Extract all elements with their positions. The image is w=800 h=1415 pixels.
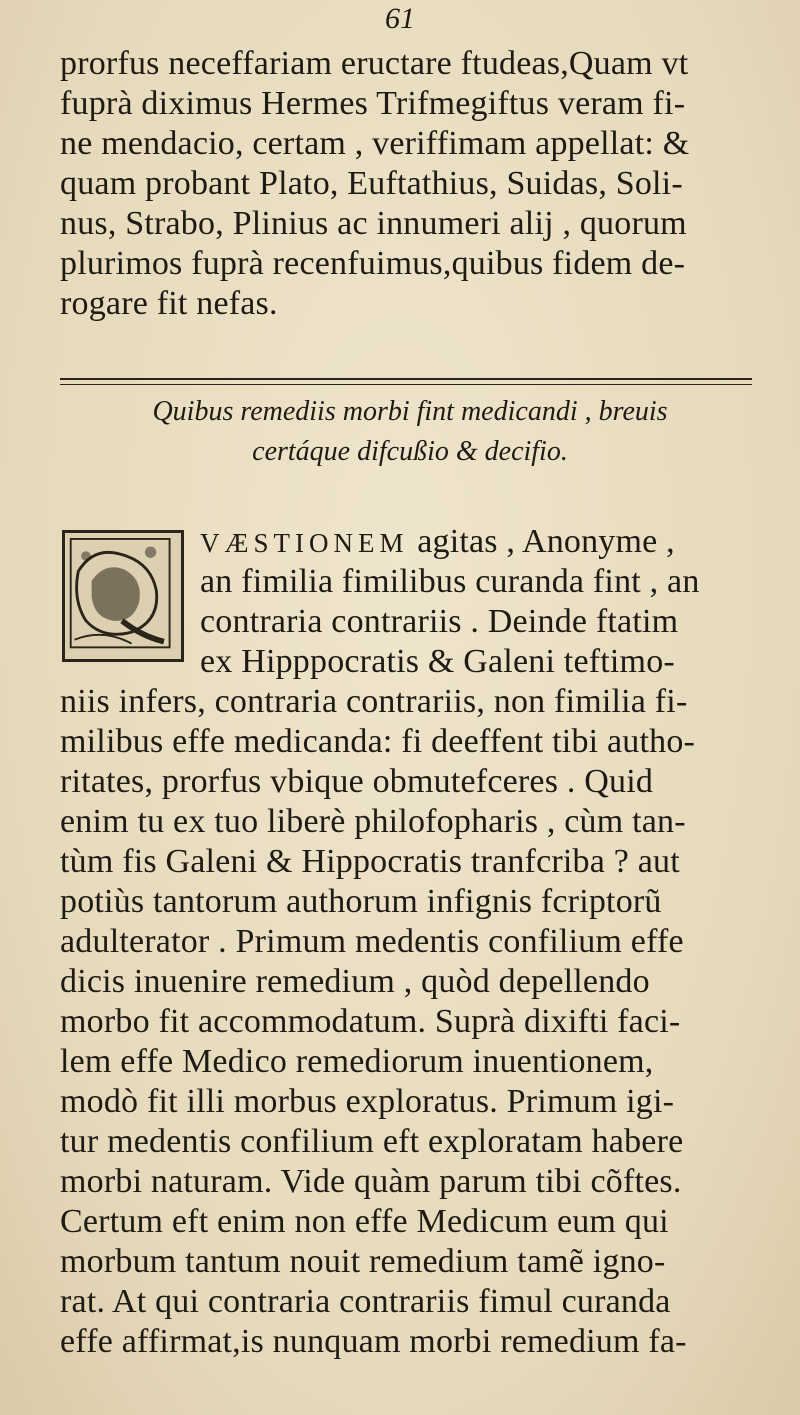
text-line: tùm fis Galeni & Hippocratis tranfcriba ? aut [60,843,680,880]
first-word: VÆSTIONEM [200,528,409,558]
text-line: adulterator . Primum medentis confilium effe [60,923,684,960]
first-line-rest: agitas , Anonyme , [408,523,675,560]
heading-line: Quibus remediis morbi fint medicandi , breuis [152,396,668,427]
text-line: tur medentis confilium eft exploratam habere [60,1123,684,1160]
text-line: rat. At qui contraria contrariis fimul curanda [60,1283,671,1320]
text-line: milibus effe medicanda: fi deeffent tibi autho- [60,723,696,760]
text-line: an fimilia fimilibus curanda fint , an [200,563,700,600]
section-divider [60,378,752,385]
text-line: nus, Strabo, Plinius ac innumeri alij , quorum [60,205,687,242]
text-line: morbo fit accommodatum. Suprà dixifti faci- [60,1003,681,1040]
opening-lines [200,522,760,682]
text-line: morbi naturam. Vide quàm parum tibi cõftes. [60,1163,682,1200]
decorated-initial [62,530,184,662]
text-line: fuprà diximus Hermes Trifmegiftus veram fi- [60,85,686,122]
page-number: 61 [385,2,415,35]
top-paragraph [60,44,760,324]
heading-line: certáque difcußio & decifio. [252,436,568,467]
text-line: enim tu ex tuo liberè philofopharis , cùm tan- [60,803,686,840]
body-paragraph [60,682,760,1362]
text-line: quam probant Plato, Euftathius, Suidas, Soli- [60,165,683,202]
ornament-icon [65,533,181,659]
text-line: niis infers, contraria contrariis, non fimilia fi- [60,683,688,720]
text-line [200,522,760,562]
text-line: Certum eft enim non effe Medicum eum qui [60,1203,669,1240]
text-line: prorfus neceffariam eructare ftudeas,Quam vt [60,45,689,82]
text-line: ne mendacio, certam , veriffimam appellat: & [60,125,690,162]
text-line: lem effe Medico remediorum inuentionem, [60,1043,654,1080]
text-line: plurimos fuprà recenfuimus,quibus fidem de- [60,245,686,282]
text-line: modò fit illi morbus exploratus. Primum igi- [60,1083,675,1120]
text-line: ex Hipppocratis & Galeni teftimo- [200,643,675,680]
text-line: ritates, prorfus vbique obmutefceres . Quid [60,763,654,800]
text-line: effe affirmat,is nunquam morbi remedium fa- [60,1323,687,1360]
text-line: morbum tantum nouit remedium tamẽ igno- [60,1243,666,1280]
text-line: rogare fit nefas. [60,285,278,322]
text-line: potiùs tantorum authorum infignis fcriptorũ [60,883,662,920]
text-line: contraria contrariis . Deinde ftatim [200,603,679,640]
text-line: dicis inuenire remedium , quòd depellendo [60,963,650,1000]
section-heading [60,392,760,472]
